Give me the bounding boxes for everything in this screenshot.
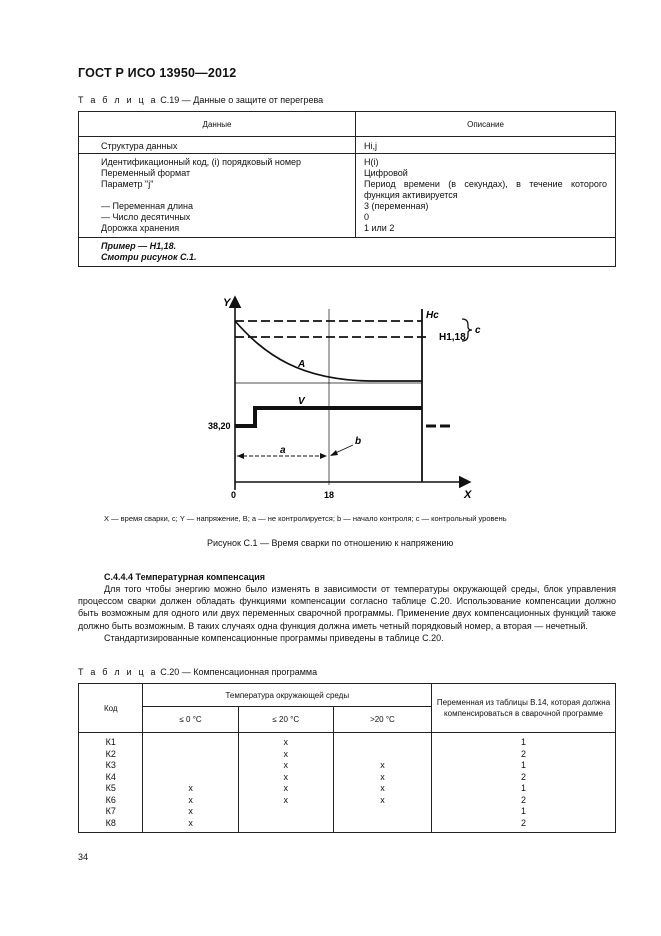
figure-caption: Рисунок С.1 — Время сварки по отношению к напряжению bbox=[207, 538, 454, 548]
table19-cell: H(i) bbox=[364, 157, 379, 167]
table20-cell: К4 bbox=[79, 772, 143, 784]
h118-label: H1,18 bbox=[439, 332, 466, 343]
table20-header-t2: ≤ 20 °C bbox=[238, 707, 333, 733]
a-right-arrowhead bbox=[320, 453, 327, 459]
y-axis-label: Y bbox=[223, 297, 231, 309]
page-number: 34 bbox=[78, 852, 89, 862]
table20-cell bbox=[143, 749, 238, 761]
table20-cell bbox=[143, 760, 238, 772]
table20-header-t3: >20 °C bbox=[333, 707, 431, 733]
table19-cell: Параметр "j" bbox=[101, 179, 154, 189]
figure-legend: X — время сварки, с; Y — напряжение, В; a — не контролируется; b — начало контроля; c — контрольный уровень bbox=[104, 514, 507, 523]
table20-cell bbox=[143, 772, 238, 784]
table20-header-temperature: Температура окружающей среды bbox=[143, 684, 432, 707]
table20-cell: 2 bbox=[432, 749, 616, 761]
table19-caption-text: С.19 — Данные о защите от перегрева bbox=[160, 95, 324, 105]
table20-cell: x bbox=[238, 749, 333, 761]
y-value-label: 38,20 bbox=[208, 421, 231, 431]
table-c19 bbox=[78, 111, 616, 267]
table20-cell: x bbox=[333, 772, 431, 784]
table19-cell: 0 bbox=[364, 212, 370, 222]
table-c20 bbox=[78, 683, 616, 833]
paragraph-2: Стандартизированные компенсационные программы приведены в таблице С.20. bbox=[104, 632, 444, 643]
a-label: a bbox=[280, 445, 286, 456]
table19-cell bbox=[101, 190, 355, 201]
table19-cell: — Число десятичных bbox=[101, 212, 191, 222]
table19-cell: Переменный формат bbox=[101, 168, 191, 178]
table20-cell: x bbox=[143, 795, 238, 807]
table19-header-desc: Описание bbox=[356, 112, 616, 137]
table19-cell: 3 (переменная) bbox=[364, 201, 429, 211]
table19-row-main-desc bbox=[356, 154, 616, 238]
table20-cell bbox=[143, 733, 238, 749]
table19-cell: 1 или 2 bbox=[364, 223, 395, 233]
table20-cell: x bbox=[238, 795, 333, 807]
table20-cell: x bbox=[238, 783, 333, 795]
table20-cell: К5 bbox=[79, 783, 143, 795]
table19-example-row bbox=[79, 238, 616, 267]
table20-cell: 1 bbox=[432, 733, 616, 749]
table20-cell: x bbox=[238, 760, 333, 772]
table20-cell bbox=[333, 749, 431, 761]
table20-cell bbox=[333, 818, 431, 833]
table19-caption-prefix: Т а б л и ц а bbox=[78, 95, 158, 105]
table20-cell: x bbox=[143, 818, 238, 833]
table20-cell: К7 bbox=[79, 806, 143, 818]
x-axis-label: X bbox=[464, 489, 472, 501]
table20-cell: К2 bbox=[79, 749, 143, 761]
table20-cell bbox=[238, 818, 333, 833]
table20-cell bbox=[238, 806, 333, 818]
figure-c1 bbox=[100, 285, 490, 505]
a-left-arrowhead bbox=[237, 453, 244, 459]
table19-caption bbox=[78, 95, 323, 105]
table20-caption bbox=[78, 667, 317, 677]
table19-example: Пример — H1,18. bbox=[101, 241, 177, 251]
table20-cell: x bbox=[333, 760, 431, 772]
table20-cell: x bbox=[143, 783, 238, 795]
c-label: c bbox=[475, 325, 481, 336]
table19-see-figure: Смотри рисунок С.1. bbox=[101, 252, 197, 262]
table19-cell: Период времени (в секундах), в течение которого функция активируется bbox=[364, 179, 607, 200]
table19-row-structure-data bbox=[79, 137, 356, 154]
b-arrowhead bbox=[330, 450, 338, 456]
table20-cell: К3 bbox=[79, 760, 143, 772]
table19-cell: Идентификационный код, (i) порядковый номер bbox=[101, 157, 302, 167]
hc-label: Hc bbox=[426, 310, 439, 321]
table19-cell: Цифровой bbox=[364, 168, 408, 178]
table20-header-code: Код bbox=[79, 684, 143, 733]
table20-cell: К1 bbox=[79, 733, 143, 749]
table20-cell: 2 bbox=[432, 795, 616, 807]
v-label: V bbox=[298, 396, 305, 407]
a-curve-label: A bbox=[298, 359, 306, 370]
section-body bbox=[78, 583, 616, 644]
table20-cell bbox=[333, 733, 431, 749]
b-label: b bbox=[355, 436, 362, 447]
standard-header: ГОСТ Р ИСО 13950—2012 bbox=[78, 66, 237, 80]
section-title: С.4.4.4 Температурная компенсация bbox=[104, 572, 266, 582]
x-tick-0: 0 bbox=[231, 490, 237, 500]
x-tick-18: 18 bbox=[324, 490, 335, 500]
table19-cell: Hi,j bbox=[364, 141, 377, 151]
table20-cell: К8 bbox=[79, 818, 143, 833]
table20-caption-prefix: Т а б л и ц а bbox=[78, 667, 158, 677]
table20-cell: x bbox=[333, 783, 431, 795]
curve-a bbox=[235, 321, 422, 381]
table20-caption-text: С.20 — Компенсационная программа bbox=[160, 667, 318, 677]
table19-cell: Структура данных bbox=[101, 141, 178, 151]
table20-cell: К6 bbox=[79, 795, 143, 807]
table20-header-t1: ≤ 0 °C bbox=[143, 707, 238, 733]
table19-header-data: Данные bbox=[79, 112, 356, 137]
table20-cell: x bbox=[333, 795, 431, 807]
table19-cell: Дорожка хранения bbox=[101, 223, 180, 233]
table20-cell: x bbox=[143, 806, 238, 818]
table20-header-variable: Переменная из таблицы В.14, которая должна компенсироваться в сварочной программе bbox=[432, 684, 616, 733]
table20-cell: x bbox=[238, 733, 333, 749]
table20-cell: x bbox=[238, 772, 333, 784]
paragraph-1: Для того чтобы энергию можно было изменять в зависимости от температуры окружающей среды, блок управления процессом сварки должен обладать функциями компенсации согласно таблице С.20. Использование компенсации должно быть возможным для одного или двух переменных сварочной программы. Применение двух компенсационных функций также должно быть возможным. В таких случаях одна функция должна иметь четный порядковый номер, а вторая — нечетный. bbox=[78, 584, 616, 631]
table20-cell: 2 bbox=[432, 818, 616, 833]
table19-row-structure-desc bbox=[356, 137, 616, 154]
table20-cell: 1 bbox=[432, 760, 616, 772]
table19-row-main-data bbox=[79, 154, 356, 238]
table20-cell: 1 bbox=[432, 806, 616, 818]
table20-cell: 2 bbox=[432, 772, 616, 784]
table19-cell: — Переменная длина bbox=[101, 201, 194, 211]
voltage-step-v bbox=[235, 408, 422, 426]
table20-cell bbox=[333, 806, 431, 818]
table20-cell: 1 bbox=[432, 783, 616, 795]
